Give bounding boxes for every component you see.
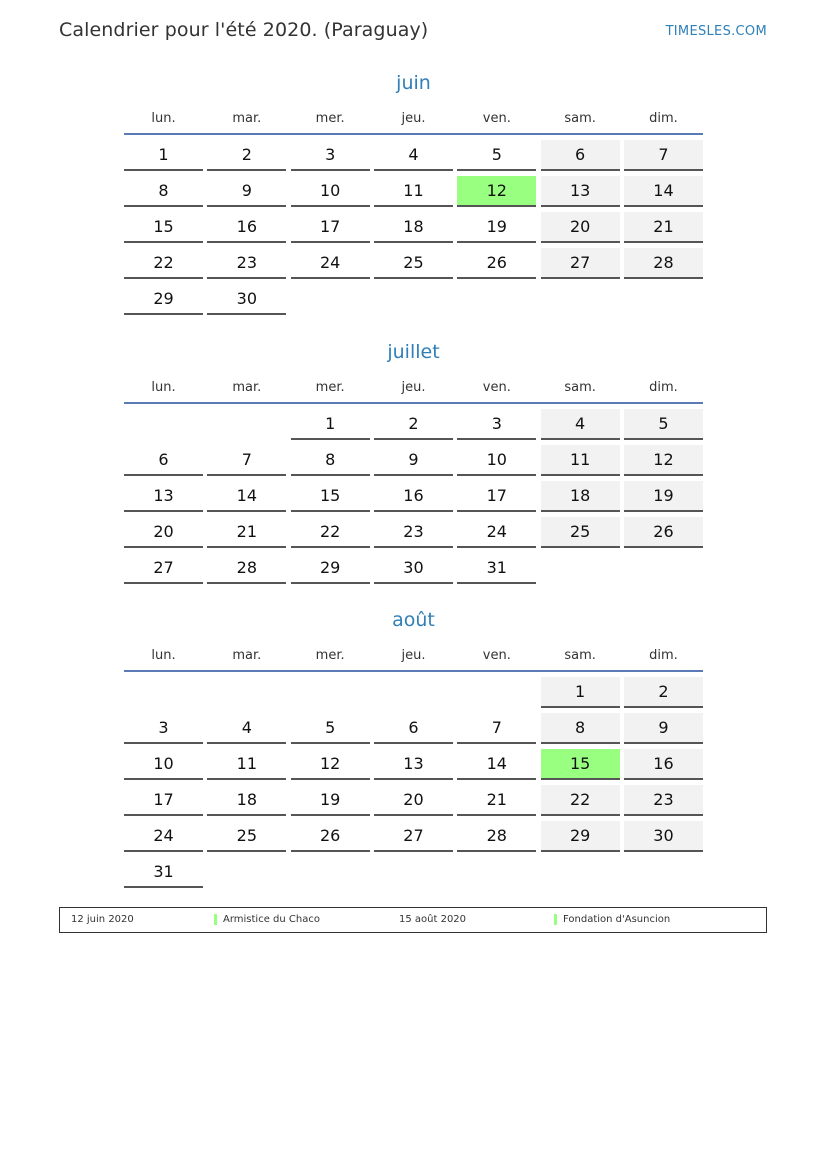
empty-cell [541, 857, 620, 888]
day-cell[interactable]: 21 [624, 212, 703, 243]
day-cell[interactable]: 16 [374, 481, 453, 512]
holiday-color-swatch [554, 914, 557, 925]
month-title: juin [396, 72, 431, 94]
weekday-label: jeu. [401, 111, 426, 126]
empty-cell [124, 409, 203, 440]
empty-cell [624, 553, 703, 584]
day-cell[interactable]: 16 [624, 749, 703, 780]
day-cell[interactable]: 2 [207, 140, 286, 171]
day-cell[interactable]: 10 [291, 176, 370, 207]
day-cell[interactable]: 11 [374, 176, 453, 207]
day-cell[interactable]: 23 [207, 248, 286, 279]
day-cell[interactable]: 7 [457, 713, 536, 744]
legend-holiday-name: Fondation d'Asuncion [563, 914, 671, 925]
week-row [124, 248, 703, 279]
day-cell[interactable]: 3 [291, 140, 370, 171]
week-row [124, 481, 703, 512]
day-cell[interactable]: 1 [291, 409, 370, 440]
empty-cell [291, 284, 370, 315]
weekday-header [124, 111, 703, 135]
day-cell[interactable]: 19 [457, 212, 536, 243]
weekday-label: ven. [482, 111, 511, 126]
day-cell[interactable]: 21 [207, 517, 286, 548]
day-cell[interactable]: 12 [291, 749, 370, 780]
day-cell[interactable]: 30 [374, 553, 453, 584]
day-cell[interactable]: 14 [457, 749, 536, 780]
weekday-label: mar. [232, 380, 262, 395]
empty-cell [124, 677, 203, 708]
month-title: juillet [387, 341, 440, 363]
day-cell[interactable]: 30 [624, 821, 703, 852]
day-cell[interactable]: 14 [624, 176, 703, 207]
day-cell[interactable]: 24 [457, 517, 536, 548]
day-cell[interactable]: 2 [374, 409, 453, 440]
day-cell[interactable]: 4 [207, 713, 286, 744]
day-cell[interactable]: 29 [541, 821, 620, 852]
week-row [124, 140, 703, 171]
legend-date: 12 juin 2020 [71, 914, 134, 925]
day-cell[interactable]: 1 [124, 140, 203, 171]
day-cell[interactable]: 24 [291, 248, 370, 279]
empty-cell [291, 677, 370, 708]
day-cell[interactable]: 29 [124, 284, 203, 315]
day-cell[interactable]: 27 [374, 821, 453, 852]
day-cell[interactable]: 13 [541, 176, 620, 207]
day-cell[interactable]: 29 [291, 553, 370, 584]
empty-cell [541, 284, 620, 315]
weekday-header [124, 380, 703, 404]
day-cell[interactable]: 19 [291, 785, 370, 816]
day-cell[interactable]: 3 [124, 713, 203, 744]
day-cell[interactable]: 18 [207, 785, 286, 816]
weekday-label: mar. [232, 111, 262, 126]
week-row [124, 284, 703, 315]
day-cell[interactable]: 26 [291, 821, 370, 852]
weekday-label: mar. [232, 648, 262, 663]
day-cell[interactable]: 10 [124, 749, 203, 780]
weekday-label: ven. [482, 648, 511, 663]
day-cell[interactable]: 10 [457, 445, 536, 476]
day-cell[interactable]: 28 [457, 821, 536, 852]
weekday-label: jeu. [401, 648, 426, 663]
empty-cell [374, 284, 453, 315]
day-cell[interactable]: 20 [124, 517, 203, 548]
month-grid [124, 409, 703, 584]
empty-cell [291, 857, 370, 888]
week-row [124, 857, 703, 888]
day-cell[interactable]: 25 [374, 248, 453, 279]
day-cell[interactable]: 14 [207, 481, 286, 512]
empty-cell [624, 284, 703, 315]
day-cell[interactable]: 30 [207, 284, 286, 315]
day-cell[interactable]: 17 [291, 212, 370, 243]
day-cell[interactable]: 11 [207, 749, 286, 780]
weekday-label: lun. [151, 380, 176, 395]
day-cell[interactable]: 1 [541, 677, 620, 708]
day-cell[interactable]: 22 [291, 517, 370, 548]
empty-cell [457, 677, 536, 708]
week-row [124, 517, 703, 548]
day-cell[interactable]: 20 [374, 785, 453, 816]
day-cell[interactable]: 12 [624, 445, 703, 476]
day-cell[interactable]: 13 [374, 749, 453, 780]
weekday-label: dim. [649, 380, 678, 395]
empty-cell [207, 677, 286, 708]
weekday-label: sam. [564, 380, 596, 395]
weekday-label: lun. [151, 648, 176, 663]
weekday-label: sam. [564, 111, 596, 126]
day-cell[interactable]: 15 [124, 212, 203, 243]
day-cell[interactable]: 5 [457, 140, 536, 171]
legend-holiday-name: Armistice du Chaco [223, 914, 320, 925]
empty-cell [374, 857, 453, 888]
day-cell[interactable]: 18 [541, 481, 620, 512]
month-august [124, 606, 703, 893]
weekday-label: ven. [482, 380, 511, 395]
day-cell[interactable]: 24 [124, 821, 203, 852]
day-cell[interactable]: 25 [541, 517, 620, 548]
day-cell[interactable]: 17 [457, 481, 536, 512]
day-cell[interactable]: 28 [624, 248, 703, 279]
day-cell[interactable]: 31 [457, 553, 536, 584]
week-row [124, 785, 703, 816]
day-cell[interactable]: 22 [124, 248, 203, 279]
month-july [124, 338, 703, 589]
day-cell[interactable]: 8 [124, 176, 203, 207]
day-cell[interactable]: 3 [457, 409, 536, 440]
day-cell[interactable]: 15 [291, 481, 370, 512]
week-row [124, 212, 703, 243]
day-cell[interactable]: 13 [124, 481, 203, 512]
weekday-label: jeu. [401, 380, 426, 395]
day-cell[interactable]: 6 [124, 445, 203, 476]
day-cell[interactable]: 9 [374, 445, 453, 476]
empty-cell [541, 553, 620, 584]
day-cell[interactable]: 9 [207, 176, 286, 207]
weekday-label: mer. [315, 111, 345, 126]
weekday-header [124, 648, 703, 672]
empty-cell [207, 857, 286, 888]
day-cell[interactable]: 8 [541, 713, 620, 744]
empty-cell [374, 677, 453, 708]
day-cell[interactable]: 5 [624, 409, 703, 440]
day-cell[interactable]: 16 [207, 212, 286, 243]
day-cell[interactable]: 11 [541, 445, 620, 476]
empty-cell [457, 857, 536, 888]
day-cell[interactable]: 21 [457, 785, 536, 816]
day-cell[interactable]: 7 [624, 140, 703, 171]
holiday-legend [59, 907, 767, 933]
day-cell[interactable]: 23 [374, 517, 453, 548]
day-cell[interactable]: 26 [624, 517, 703, 548]
legend-date: 15 août 2020 [399, 914, 467, 925]
weekday-label: dim. [649, 648, 678, 663]
week-row [124, 409, 703, 440]
month-grid [124, 677, 703, 888]
day-cell[interactable]: 20 [541, 212, 620, 243]
day-cell[interactable]: 6 [541, 140, 620, 171]
day-cell[interactable]: 22 [541, 785, 620, 816]
weekday-label: dim. [649, 111, 678, 126]
week-row [124, 677, 703, 708]
month-title: août [392, 609, 435, 631]
holiday-day-cell[interactable]: 12 [457, 176, 536, 207]
day-cell[interactable]: 23 [624, 785, 703, 816]
day-cell[interactable]: 19 [624, 481, 703, 512]
weekday-label: sam. [564, 648, 596, 663]
day-cell[interactable]: 25 [207, 821, 286, 852]
weekday-label: mer. [315, 648, 345, 663]
week-row [124, 713, 703, 744]
day-cell[interactable]: 26 [457, 248, 536, 279]
week-row [124, 749, 703, 780]
empty-cell [624, 857, 703, 888]
empty-cell [457, 284, 536, 315]
holiday-color-swatch [214, 914, 217, 925]
month-grid [124, 140, 703, 315]
day-cell[interactable]: 28 [207, 553, 286, 584]
weekday-label: lun. [151, 111, 176, 126]
day-cell[interactable]: 18 [374, 212, 453, 243]
day-cell[interactable]: 27 [541, 248, 620, 279]
week-row [124, 445, 703, 476]
week-row [124, 821, 703, 852]
day-cell[interactable]: 31 [124, 857, 203, 888]
week-row [124, 553, 703, 584]
day-cell[interactable]: 7 [207, 445, 286, 476]
day-cell[interactable]: 4 [374, 140, 453, 171]
day-cell[interactable]: 8 [291, 445, 370, 476]
holiday-day-cell[interactable]: 15 [541, 749, 620, 780]
day-cell[interactable]: 27 [124, 553, 203, 584]
month-june [124, 69, 703, 320]
day-cell[interactable]: 6 [374, 713, 453, 744]
day-cell[interactable]: 9 [624, 713, 703, 744]
day-cell[interactable]: 4 [541, 409, 620, 440]
brand-link[interactable]: TIMESLES.COM [665, 24, 767, 39]
day-cell[interactable]: 5 [291, 713, 370, 744]
empty-cell [207, 409, 286, 440]
day-cell[interactable]: 2 [624, 677, 703, 708]
day-cell[interactable]: 17 [124, 785, 203, 816]
week-row [124, 176, 703, 207]
page-title: Calendrier pour l'été 2020. (Paraguay) [59, 19, 429, 41]
weekday-label: mer. [315, 380, 345, 395]
